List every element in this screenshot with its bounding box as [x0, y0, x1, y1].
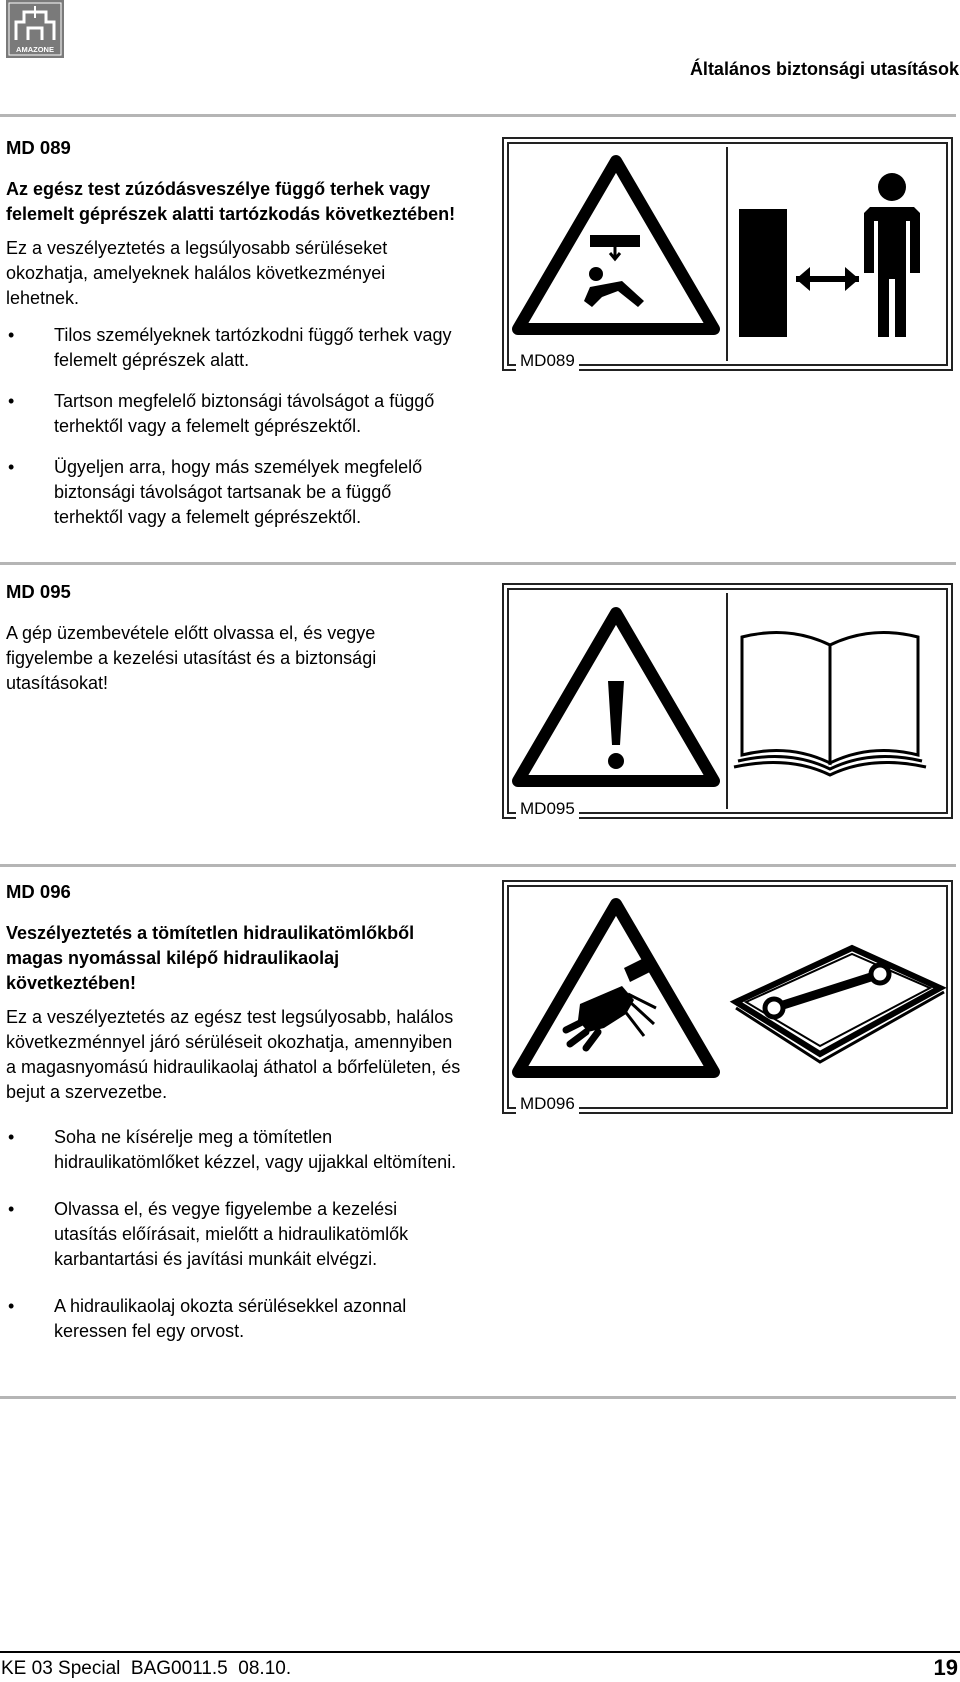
- safe-distance-icon: [739, 173, 920, 337]
- crush-hazard-icon: [518, 161, 714, 329]
- bullet-list: [6, 323, 461, 530]
- sign-code-label: MD089: [516, 351, 579, 371]
- sign-code-label: MD095: [516, 799, 579, 819]
- divider: [0, 864, 956, 867]
- warning-heading: Veszélyeztetés a tömítetlen hidraulikatömlőkből magas nyomással kilépő hidraulikaolaj következtében!: [6, 923, 415, 993]
- safety-sign-md095: [502, 583, 953, 819]
- amazone-logo: [6, 0, 64, 58]
- safety-sign-md096: [502, 880, 953, 1114]
- list-item: • Tartson megfelelő biztonsági távolságot a függő terhektől vagy a felemelt géprészektől.: [8, 391, 435, 436]
- warning-icon: [518, 613, 714, 781]
- footer-document-code: KE 03 Special BAG0011.5 08.10.: [1, 1658, 292, 1679]
- divider: [0, 114, 956, 117]
- section-code: MD 096: [6, 881, 71, 902]
- warning-text: Ez a veszélyeztetés a legsúlyosabb sérüléseket okozhatja, amelyeknek halálos következményei lehetnek.: [6, 238, 388, 308]
- list-item: • Soha ne kísérelje meg a tömítetlen hidraulikatömlőket kézzel, vagy ujjakkal eltömíteni.: [8, 1127, 457, 1172]
- warning-heading: Az egész test zúzódásveszélye függő terhek vagy felemelt géprészek alatti tartózkodás következtében!: [6, 179, 456, 224]
- section-md089: [6, 137, 461, 546]
- list-item: • A hidraulikaolaj okozta sérülésekkel azonnal keressen fel egy orvost.: [8, 1296, 407, 1341]
- divider: [0, 562, 956, 565]
- footer-divider: [0, 1651, 960, 1653]
- list-item: • Olvassa el, és vegye figyelembe a kezelési utasítás előírásait, mielőtt a hidraulikatömlők karbantartási és javítási munkáit elvégzi.: [8, 1199, 409, 1269]
- manual-book-icon: [734, 633, 926, 776]
- maintenance-manual-icon: [736, 948, 944, 1062]
- section-md096: [6, 881, 461, 1360]
- safety-sign-md089: [502, 137, 953, 371]
- bullet-list: [6, 1125, 461, 1344]
- section-code: MD 095: [6, 581, 71, 602]
- hydraulic-fluid-hazard-icon: [518, 904, 714, 1072]
- sign-code-label: MD096: [516, 1094, 579, 1114]
- section-md095: [6, 581, 461, 708]
- section-code: MD 089: [6, 137, 71, 158]
- divider: [0, 1396, 956, 1399]
- page-number: 19: [933, 1655, 958, 1680]
- list-item: • Tilos személyeknek tartózkodni függő terhek vagy felemelt géprészek alatt.: [8, 325, 452, 370]
- logo-text: AMAZONE: [16, 45, 54, 54]
- warning-text: Ez a veszélyeztetés az egész test legsúlyosabb, halálos következménnyel járó sérüléseit okozhatja, amennyiben a magasnyomású hidraulikaolaj áthatol a bőrfelületen, és bejut a szervezetbe.: [6, 1007, 461, 1102]
- list-item: • Ügyeljen arra, hogy más személyek megfelelő biztonsági távolságot tartsanak be a függő terhektől vagy a felemelt géprészektől.: [8, 457, 423, 527]
- page-header-title: Általános biztonsági utasítások: [689, 59, 959, 79]
- warning-text: A gép üzembevétele előtt olvassa el, és vegye figyelembe a kezelési utasítást és a biztonsági utasításokat!: [6, 623, 377, 693]
